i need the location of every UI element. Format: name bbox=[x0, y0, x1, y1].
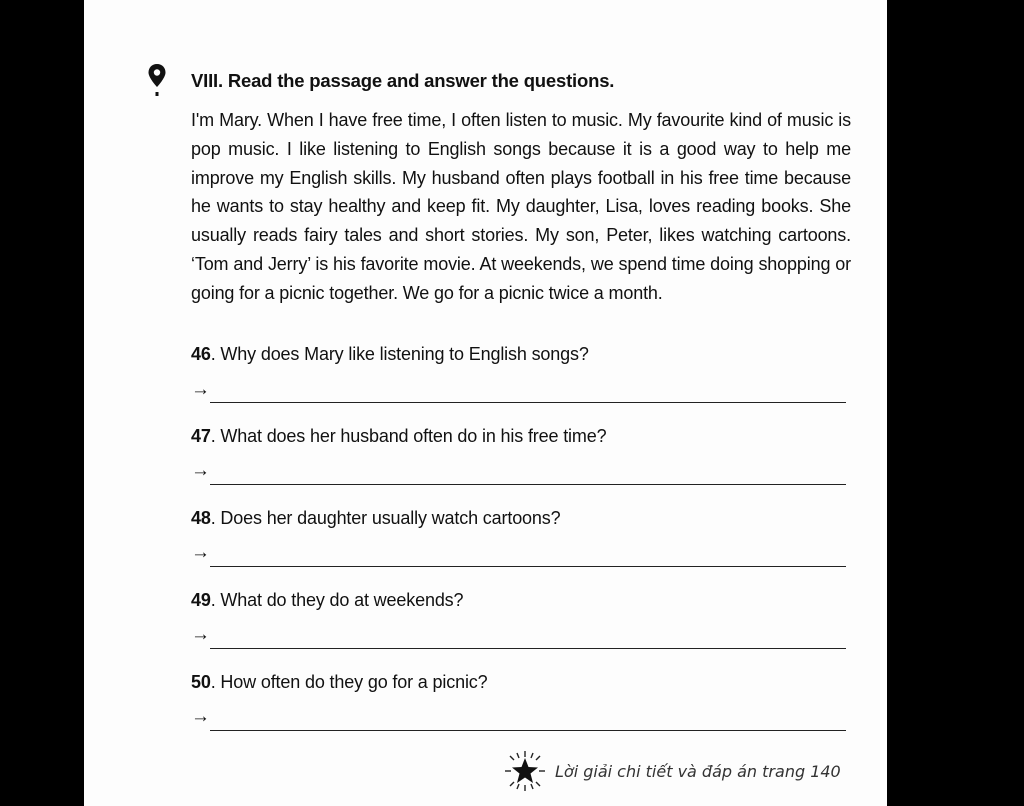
answer-line-47[interactable] bbox=[210, 484, 846, 485]
footer-note: Lời giải chi tiết và đáp án trang 140 bbox=[555, 762, 841, 781]
answer-arrow: → bbox=[191, 706, 210, 727]
question-46 bbox=[191, 344, 589, 365]
question-text: . How often do they go for a picnic? bbox=[210, 672, 488, 692]
answer-line-49[interactable] bbox=[210, 648, 846, 649]
question-number: 49 bbox=[191, 590, 211, 610]
question-number: 46 bbox=[191, 344, 211, 364]
question-text: . Why does Mary like listening to English songs? bbox=[210, 344, 589, 364]
question-50 bbox=[191, 672, 488, 693]
location-pin-icon bbox=[147, 63, 167, 97]
star-burst-icon bbox=[504, 750, 546, 792]
question-49 bbox=[191, 590, 463, 611]
question-text: . What do they do at weekends? bbox=[210, 590, 464, 610]
question-number: 47 bbox=[191, 426, 211, 446]
reading-passage: I'm Mary. When I have free time, I often listen to music. My favourite kind of music is pop music. I like listening to English songs because it is a good way to help me improve my English skills. My husband often plays football in his free time because he wants to stay healthy and keep fit. My daughter, Lisa, loves reading books. She usually reads fairy tales and short stories. My son, Peter, likes watching cartoons. ‘Tom and Jerry’ is his favorite movie. At weekends, we spend time doing shopping or going for a picnic together. We go for a picnic twice a month. bbox=[191, 110, 851, 303]
question-text: . Does her daughter usually watch cartoons? bbox=[210, 508, 561, 528]
answer-arrow: → bbox=[191, 624, 210, 645]
question-number: 50 bbox=[191, 672, 211, 692]
answer-line-48[interactable] bbox=[210, 566, 846, 567]
question-48 bbox=[191, 508, 561, 529]
answer-arrow: → bbox=[191, 460, 210, 481]
question-number: 48 bbox=[191, 508, 211, 528]
question-47 bbox=[191, 426, 606, 447]
section-heading: VIII. Read the passage and answer the questions. bbox=[191, 70, 615, 91]
question-text: . What does her husband often do in his free time? bbox=[210, 426, 607, 446]
answer-arrow: → bbox=[191, 542, 210, 563]
answer-arrow: → bbox=[191, 379, 210, 400]
answer-line-50[interactable] bbox=[210, 730, 846, 731]
answer-line-46[interactable] bbox=[210, 402, 846, 403]
